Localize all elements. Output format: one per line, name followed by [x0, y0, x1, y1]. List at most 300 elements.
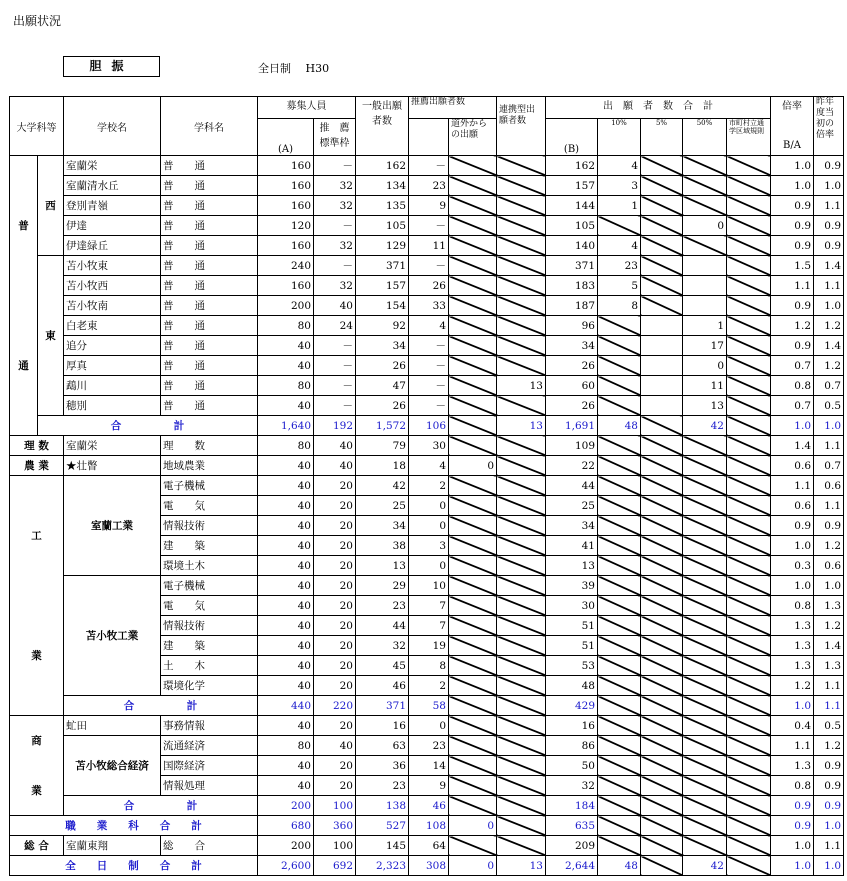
- value-cell: 0.9: [771, 796, 814, 816]
- not-applicable-cell: [598, 796, 641, 816]
- not-applicable-cell: [449, 756, 497, 776]
- not-applicable-cell: [727, 296, 771, 316]
- value-cell: 0.7: [771, 356, 814, 376]
- value-cell: －: [409, 256, 449, 276]
- value-cell: 24: [314, 316, 356, 336]
- row-label: [38, 156, 64, 256]
- value-cell: 1.1: [771, 276, 814, 296]
- not-applicable-cell: [727, 376, 771, 396]
- not-applicable-cell: [598, 816, 641, 836]
- not-applicable-cell: [641, 416, 683, 436]
- row-label: 苫小牧総合経済: [64, 736, 161, 796]
- not-applicable-cell: [641, 716, 683, 736]
- value-cell: 183: [546, 276, 598, 296]
- value-cell: 1.2: [814, 736, 844, 756]
- not-applicable-cell: [727, 536, 771, 556]
- value-cell: 10: [409, 576, 449, 596]
- value-cell: 0: [683, 356, 727, 376]
- not-applicable-cell: [683, 176, 727, 196]
- total-row: [10, 796, 844, 816]
- value-cell: 0: [409, 496, 449, 516]
- not-applicable-cell: [727, 316, 771, 336]
- value-cell: 40: [314, 436, 356, 456]
- value-cell: [683, 256, 727, 276]
- not-applicable-cell: [449, 416, 497, 436]
- row-label: 室蘭清水丘: [64, 176, 161, 196]
- value-cell: 160: [258, 156, 314, 176]
- not-applicable-cell: [641, 296, 683, 316]
- not-applicable-cell: [683, 636, 727, 656]
- value-cell: －: [409, 396, 449, 416]
- not-applicable-cell: [598, 436, 641, 456]
- value-cell: 360: [314, 816, 356, 836]
- value-cell: 1.5: [771, 256, 814, 276]
- not-applicable-cell: [683, 496, 727, 516]
- not-applicable-cell: [598, 336, 641, 356]
- not-applicable-cell: [497, 476, 546, 496]
- value-cell: 1.4: [814, 336, 844, 356]
- not-applicable-cell: [497, 716, 546, 736]
- value-cell: 157: [546, 176, 598, 196]
- value-cell: 1.1: [814, 836, 844, 856]
- header-50pct: 50%: [683, 119, 727, 156]
- value-cell: 40: [314, 456, 356, 476]
- header-rec-applicants: 推薦出願者数: [409, 97, 497, 119]
- not-applicable-cell: [683, 516, 727, 536]
- value-cell: 1.0: [814, 176, 844, 196]
- value-cell: 0.4: [771, 716, 814, 736]
- not-applicable-cell: [727, 556, 771, 576]
- not-applicable-cell: [683, 656, 727, 676]
- value-cell: 4: [598, 236, 641, 256]
- row-label: 苫小牧西: [64, 276, 161, 296]
- not-applicable-cell: [727, 856, 771, 876]
- value-cell: 162: [546, 156, 598, 176]
- value-cell: 200: [258, 296, 314, 316]
- subtitle: 全日制 H30: [258, 62, 330, 75]
- not-applicable-cell: [683, 676, 727, 696]
- table-row: [10, 436, 844, 456]
- value-cell: 5: [598, 276, 641, 296]
- row-label: 電 気: [161, 496, 258, 516]
- value-cell: 0.3: [771, 556, 814, 576]
- row-label: 虻田: [64, 716, 161, 736]
- value-cell: 14: [409, 756, 449, 776]
- value-cell: 0: [449, 856, 497, 876]
- value-cell: [683, 296, 727, 316]
- not-applicable-cell: [598, 616, 641, 636]
- not-applicable-cell: [598, 636, 641, 656]
- not-applicable-cell: [683, 736, 727, 756]
- value-cell: －: [409, 216, 449, 236]
- not-applicable-cell: [727, 276, 771, 296]
- value-cell: 1.0: [771, 836, 814, 856]
- value-cell: 162: [356, 156, 409, 176]
- total-row: [10, 856, 844, 876]
- not-applicable-cell: [598, 736, 641, 756]
- value-cell: 20: [314, 776, 356, 796]
- not-applicable-cell: [449, 676, 497, 696]
- value-cell: 0.9: [814, 756, 844, 776]
- value-cell: 1.1: [814, 676, 844, 696]
- not-applicable-cell: [727, 476, 771, 496]
- value-cell: 1.0: [771, 416, 814, 436]
- value-cell: 20: [314, 516, 356, 536]
- value-cell: 2,644: [546, 856, 598, 876]
- header-ratio: [771, 97, 814, 156]
- not-applicable-cell: [497, 456, 546, 476]
- page-title: 出願状況: [13, 14, 62, 28]
- row-label: 全 日 制 合 計: [10, 856, 258, 876]
- value-cell: 64: [409, 836, 449, 856]
- value-cell: 20: [314, 476, 356, 496]
- value-cell: 32: [546, 776, 598, 796]
- value-cell: 80: [258, 316, 314, 336]
- total-row: [10, 696, 844, 716]
- row-label: 電 気: [161, 596, 258, 616]
- value-cell: 26: [356, 396, 409, 416]
- value-cell: 47: [356, 376, 409, 396]
- not-applicable-cell: [449, 156, 497, 176]
- value-cell: 429: [546, 696, 598, 716]
- not-applicable-cell: [598, 316, 641, 336]
- not-applicable-cell: [598, 756, 641, 776]
- value-cell: 1,640: [258, 416, 314, 436]
- value-cell: [641, 396, 683, 416]
- value-cell: －: [409, 156, 449, 176]
- table-row: [10, 716, 844, 736]
- not-applicable-cell: [598, 516, 641, 536]
- value-cell: 0: [449, 456, 497, 476]
- row-label: ★壮瞥: [64, 456, 161, 476]
- value-cell: 138: [356, 796, 409, 816]
- not-applicable-cell: [727, 216, 771, 236]
- value-cell: 44: [356, 616, 409, 636]
- value-cell: 3: [409, 536, 449, 556]
- not-applicable-cell: [497, 636, 546, 656]
- not-applicable-cell: [449, 396, 497, 416]
- value-cell: 36: [356, 756, 409, 776]
- not-applicable-cell: [598, 396, 641, 416]
- not-applicable-cell: [727, 196, 771, 216]
- value-cell: 1.3: [771, 636, 814, 656]
- value-cell: 1.0: [771, 156, 814, 176]
- value-cell: 40: [258, 496, 314, 516]
- value-cell: 40: [258, 616, 314, 636]
- value-cell: 42: [683, 416, 727, 436]
- value-cell: 40: [258, 456, 314, 476]
- not-applicable-cell: [497, 216, 546, 236]
- value-cell: [683, 276, 727, 296]
- value-cell: 32: [356, 636, 409, 656]
- table-row: [10, 276, 844, 296]
- value-cell: 9: [409, 196, 449, 216]
- not-applicable-cell: [497, 776, 546, 796]
- not-applicable-cell: [641, 636, 683, 656]
- value-cell: 26: [546, 356, 598, 376]
- value-cell: 80: [258, 376, 314, 396]
- row-label: 職 業 科 合 計: [10, 816, 258, 836]
- value-cell: 34: [356, 336, 409, 356]
- not-applicable-cell: [727, 356, 771, 376]
- value-cell: 26: [409, 276, 449, 296]
- header-municipal: 市町村立通学区域規則: [727, 119, 771, 156]
- value-cell: 0: [449, 816, 497, 836]
- value-cell: 63: [356, 736, 409, 756]
- value-cell: 192: [314, 416, 356, 436]
- not-applicable-cell: [641, 736, 683, 756]
- row-label: 土 木: [161, 656, 258, 676]
- row-label: 普 通: [161, 376, 258, 396]
- value-cell: 20: [314, 616, 356, 636]
- value-cell: 30: [546, 596, 598, 616]
- value-cell: 0.9: [814, 796, 844, 816]
- not-applicable-cell: [727, 416, 771, 436]
- not-applicable-cell: [449, 616, 497, 636]
- row-label: 合 計: [38, 416, 258, 436]
- value-cell: 40: [258, 576, 314, 596]
- not-applicable-cell: [641, 616, 683, 636]
- value-cell: 100: [314, 836, 356, 856]
- row-label: 普 通: [161, 256, 258, 276]
- not-applicable-cell: [449, 196, 497, 216]
- not-applicable-cell: [641, 756, 683, 776]
- not-applicable-cell: [449, 556, 497, 576]
- value-cell: 23: [409, 736, 449, 756]
- value-cell: 1.1: [814, 496, 844, 516]
- value-cell: 308: [409, 856, 449, 876]
- row-label: 電子機械: [161, 576, 258, 596]
- table-row: [10, 476, 844, 496]
- not-applicable-cell: [683, 776, 727, 796]
- row-label: 室蘭東翔: [64, 836, 161, 856]
- row-label: 苫小牧南: [64, 296, 161, 316]
- not-applicable-cell: [598, 376, 641, 396]
- header-linked: 連携型出願者数: [497, 97, 546, 156]
- table-row: [10, 356, 844, 376]
- total-row: [10, 816, 844, 836]
- not-applicable-cell: [497, 296, 546, 316]
- value-cell: 0: [409, 716, 449, 736]
- not-applicable-cell: [497, 656, 546, 676]
- value-cell: 1.4: [771, 436, 814, 456]
- value-cell: 0.7: [814, 456, 844, 476]
- value-cell: 1.1: [814, 436, 844, 456]
- row-label: 普 通: [161, 196, 258, 216]
- value-cell: 9: [409, 776, 449, 796]
- not-applicable-cell: [497, 836, 546, 856]
- not-applicable-cell: [727, 436, 771, 456]
- category-char: 普: [18, 220, 29, 233]
- not-applicable-cell: [449, 236, 497, 256]
- value-cell: －: [314, 356, 356, 376]
- value-cell: 0.9: [771, 216, 814, 236]
- value-cell: 20: [314, 576, 356, 596]
- not-applicable-cell: [641, 216, 683, 236]
- value-cell: 20: [314, 536, 356, 556]
- header-last-year: 昨年度当初の倍率: [814, 97, 844, 156]
- value-cell: 48: [598, 416, 641, 436]
- row-label: 室蘭栄: [64, 436, 161, 456]
- not-applicable-cell: [727, 836, 771, 856]
- value-cell: 0.5: [814, 396, 844, 416]
- not-applicable-cell: [449, 736, 497, 756]
- not-applicable-cell: [683, 156, 727, 176]
- not-applicable-cell: [497, 756, 546, 776]
- not-applicable-cell: [449, 356, 497, 376]
- value-cell: 0: [409, 516, 449, 536]
- value-cell: 26: [546, 396, 598, 416]
- value-cell: 86: [546, 736, 598, 756]
- row-label: 環境土木: [161, 556, 258, 576]
- ratio-label: 倍率: [782, 101, 802, 112]
- value-cell: 134: [356, 176, 409, 196]
- not-applicable-cell: [449, 256, 497, 276]
- header-capacity-a: (A): [258, 119, 314, 156]
- value-cell: 1.0: [771, 536, 814, 556]
- row-label: 白老東: [64, 316, 161, 336]
- table-row: [10, 296, 844, 316]
- table-row: [10, 236, 844, 256]
- value-cell: 1.2: [814, 536, 844, 556]
- row-label: 苫小牧東: [64, 256, 161, 276]
- value-cell: 13: [683, 396, 727, 416]
- value-cell: 7: [409, 616, 449, 636]
- value-cell: 8: [409, 656, 449, 676]
- not-applicable-cell: [449, 716, 497, 736]
- row-label: 事務情報: [161, 716, 258, 736]
- category-char: 商: [31, 735, 42, 748]
- value-cell: 440: [258, 696, 314, 716]
- value-cell: 145: [356, 836, 409, 856]
- not-applicable-cell: [598, 676, 641, 696]
- not-applicable-cell: [683, 616, 727, 636]
- value-cell: 13: [497, 856, 546, 876]
- not-applicable-cell: [727, 636, 771, 656]
- value-cell: 1.3: [814, 596, 844, 616]
- value-cell: 0.9: [771, 236, 814, 256]
- not-applicable-cell: [683, 756, 727, 776]
- value-cell: 140: [546, 236, 598, 256]
- not-applicable-cell: [497, 816, 546, 836]
- region-label: 胆振: [63, 56, 160, 77]
- value-cell: 0.9: [814, 236, 844, 256]
- row-label: [10, 476, 64, 716]
- row-label: 合 計: [64, 796, 258, 816]
- row-label: 普 通: [161, 216, 258, 236]
- row-label: 国際経済: [161, 756, 258, 776]
- not-applicable-cell: [641, 776, 683, 796]
- row-label: 穂別: [64, 396, 161, 416]
- row-label: [38, 256, 64, 416]
- row-label: 農 業: [10, 456, 64, 476]
- not-applicable-cell: [683, 456, 727, 476]
- table-row: [10, 576, 844, 596]
- not-applicable-cell: [727, 156, 771, 176]
- value-cell: 25: [546, 496, 598, 516]
- value-cell: 23: [409, 176, 449, 196]
- value-cell: 34: [546, 516, 598, 536]
- not-applicable-cell: [449, 576, 497, 596]
- value-cell: －: [409, 336, 449, 356]
- value-cell: 32: [314, 196, 356, 216]
- value-cell: 105: [356, 216, 409, 236]
- not-applicable-cell: [497, 156, 546, 176]
- value-cell: 0.9: [771, 516, 814, 536]
- value-cell: 0.8: [771, 596, 814, 616]
- not-applicable-cell: [641, 836, 683, 856]
- header-outside: 道外からの出願: [449, 119, 497, 156]
- row-label: 普 通: [161, 236, 258, 256]
- not-applicable-cell: [727, 496, 771, 516]
- value-cell: 220: [314, 696, 356, 716]
- header-total-b: (B): [546, 119, 598, 156]
- value-cell: 0: [683, 216, 727, 236]
- value-cell: 371: [356, 696, 409, 716]
- not-applicable-cell: [683, 696, 727, 716]
- not-applicable-cell: [598, 656, 641, 676]
- not-applicable-cell: [598, 496, 641, 516]
- value-cell: 13: [497, 416, 546, 436]
- value-cell: 0.9: [814, 216, 844, 236]
- value-cell: 160: [258, 236, 314, 256]
- value-cell: 129: [356, 236, 409, 256]
- not-applicable-cell: [497, 616, 546, 636]
- value-cell: 0.5: [814, 716, 844, 736]
- not-applicable-cell: [641, 856, 683, 876]
- value-cell: 0.9: [771, 336, 814, 356]
- value-cell: －: [314, 336, 356, 356]
- value-cell: 144: [546, 196, 598, 216]
- not-applicable-cell: [641, 256, 683, 276]
- value-cell: 0.9: [771, 296, 814, 316]
- header-general: 一般出願者数: [356, 97, 409, 156]
- not-applicable-cell: [727, 576, 771, 596]
- value-cell: 40: [258, 476, 314, 496]
- header-school: 学校名: [64, 97, 161, 156]
- value-cell: 34: [546, 336, 598, 356]
- not-applicable-cell: [727, 456, 771, 476]
- value-cell: 92: [356, 316, 409, 336]
- value-cell: 160: [258, 176, 314, 196]
- row-label: 建 築: [161, 636, 258, 656]
- not-applicable-cell: [497, 536, 546, 556]
- not-applicable-cell: [449, 176, 497, 196]
- not-applicable-cell: [641, 596, 683, 616]
- value-cell: 20: [314, 636, 356, 656]
- value-cell: 0.8: [771, 776, 814, 796]
- value-cell: 60: [546, 376, 598, 396]
- value-cell: 1.0: [771, 696, 814, 716]
- value-cell: 0: [409, 556, 449, 576]
- value-cell: 1.1: [771, 736, 814, 756]
- row-label: [10, 716, 64, 816]
- value-cell: 1.0: [814, 296, 844, 316]
- value-cell: 1.0: [814, 416, 844, 436]
- value-cell: 46: [356, 676, 409, 696]
- not-applicable-cell: [449, 276, 497, 296]
- not-applicable-cell: [683, 596, 727, 616]
- not-applicable-cell: [641, 196, 683, 216]
- not-applicable-cell: [449, 776, 497, 796]
- table-row: [10, 736, 844, 756]
- value-cell: 1.3: [771, 656, 814, 676]
- not-applicable-cell: [641, 656, 683, 676]
- value-cell: [641, 376, 683, 396]
- not-applicable-cell: [497, 176, 546, 196]
- not-applicable-cell: [497, 336, 546, 356]
- value-cell: 33: [409, 296, 449, 316]
